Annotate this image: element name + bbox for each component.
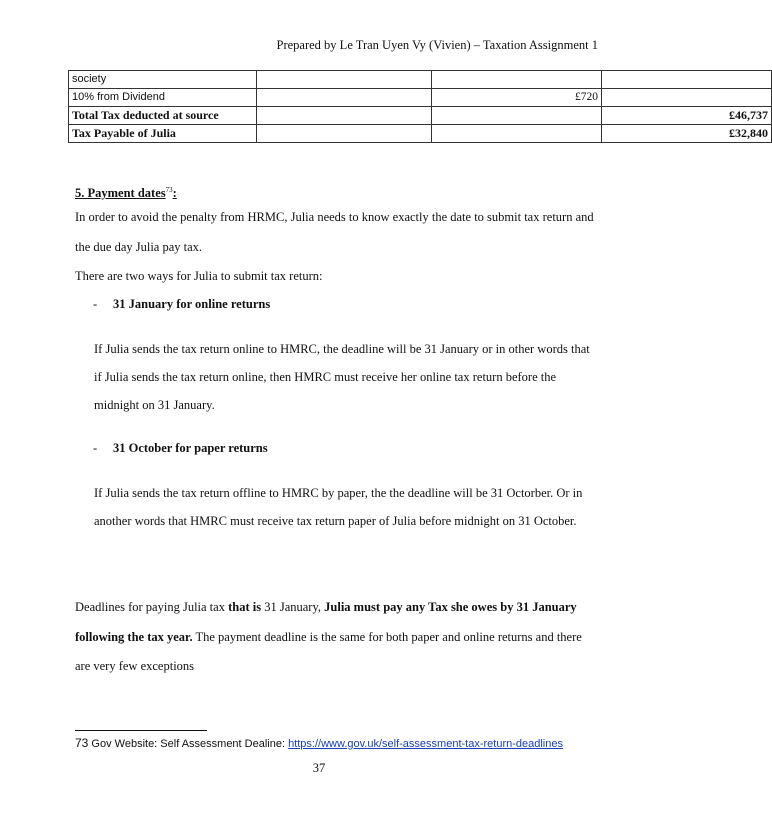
deadline-line [75, 630, 582, 645]
deadline-line [75, 600, 577, 615]
deadline-text: Deadlines for paying Julia tax [75, 600, 229, 614]
table-cell [257, 71, 432, 89]
footnote-number: 73 [75, 736, 89, 750]
bullet-title: 31 October for paper returns [113, 441, 268, 455]
table-row [69, 89, 772, 107]
section-heading-text: 5. Payment dates [75, 186, 166, 200]
deadline-bold: Julia must pay any Tax she owes by 31 January [324, 600, 577, 614]
deadline-bold: following the tax year. [75, 630, 193, 644]
footnote [75, 736, 563, 750]
section-heading-colon: : [172, 186, 177, 200]
intro-line: In order to avoid the penalty from HRMC, Julia needs to know exactly the date to submit tax return and [75, 210, 594, 224]
bullet-dash: - [93, 297, 98, 311]
footnote-ref[interactable]: 73 [165, 185, 173, 194]
table-cell [602, 89, 772, 107]
deadline-bold: that is [228, 600, 262, 614]
table-cell [257, 125, 432, 143]
page-number: 37 [312, 761, 326, 775]
footnote-divider [75, 730, 207, 731]
table-cell [257, 107, 432, 125]
body-line: If Julia sends the tax return online to HMRC, the deadline will be 31 January or in other words that [94, 342, 590, 356]
bullet-title: 31 January for online returns [113, 297, 271, 311]
table-row [69, 71, 772, 89]
table-cell: society [69, 71, 257, 89]
table-cell [432, 71, 602, 89]
ways-line: There are two ways for Julia to submit tax return: [75, 269, 323, 283]
intro-line: the due day Julia pay tax. [75, 240, 203, 254]
table-cell: £32,840 [602, 125, 772, 143]
tax-table [68, 70, 772, 143]
deadline-text: 31 January, [261, 600, 325, 614]
body-line: If Julia sends the tax return offline to HMRC by paper, the the deadline will be 31 Octorber. Or in [94, 486, 583, 500]
table-cell [432, 107, 602, 125]
table-cell: Tax Payable of Julia [69, 125, 257, 143]
table-cell [257, 89, 432, 107]
table-row [69, 107, 772, 125]
body-line: midnight on 31 January. [94, 398, 215, 412]
table-cell: £46,737 [602, 107, 772, 125]
section-heading [75, 186, 177, 201]
table-cell: 10% from Dividend [69, 89, 257, 107]
deadline-text: The payment deadline is the same for both paper and online returns and there [192, 630, 582, 644]
table-cell [602, 71, 772, 89]
footnote-link[interactable]: https://www.gov.uk/self-assessment-tax-return-deadlines [288, 738, 563, 750]
body-line: if Julia sends the tax return online, then HMRC must receive her online tax return before the [94, 370, 557, 384]
table-cell: £720 [432, 89, 602, 107]
footnote-text: Gov Website: Self Assessment Dealine: [88, 738, 289, 750]
body-line: another words that HMRC must receive tax return paper of Julia before midnight on 31 October. [94, 514, 577, 528]
page-header: Prepared by Le Tran Uyen Vy (Vivien) – Taxation Assignment 1 [276, 38, 598, 52]
bullet-dash: - [93, 441, 98, 455]
table-row [69, 125, 772, 143]
table-cell: Total Tax deducted at source [69, 107, 257, 125]
table-cell [432, 125, 602, 143]
deadline-line: are very few exceptions [75, 659, 195, 673]
